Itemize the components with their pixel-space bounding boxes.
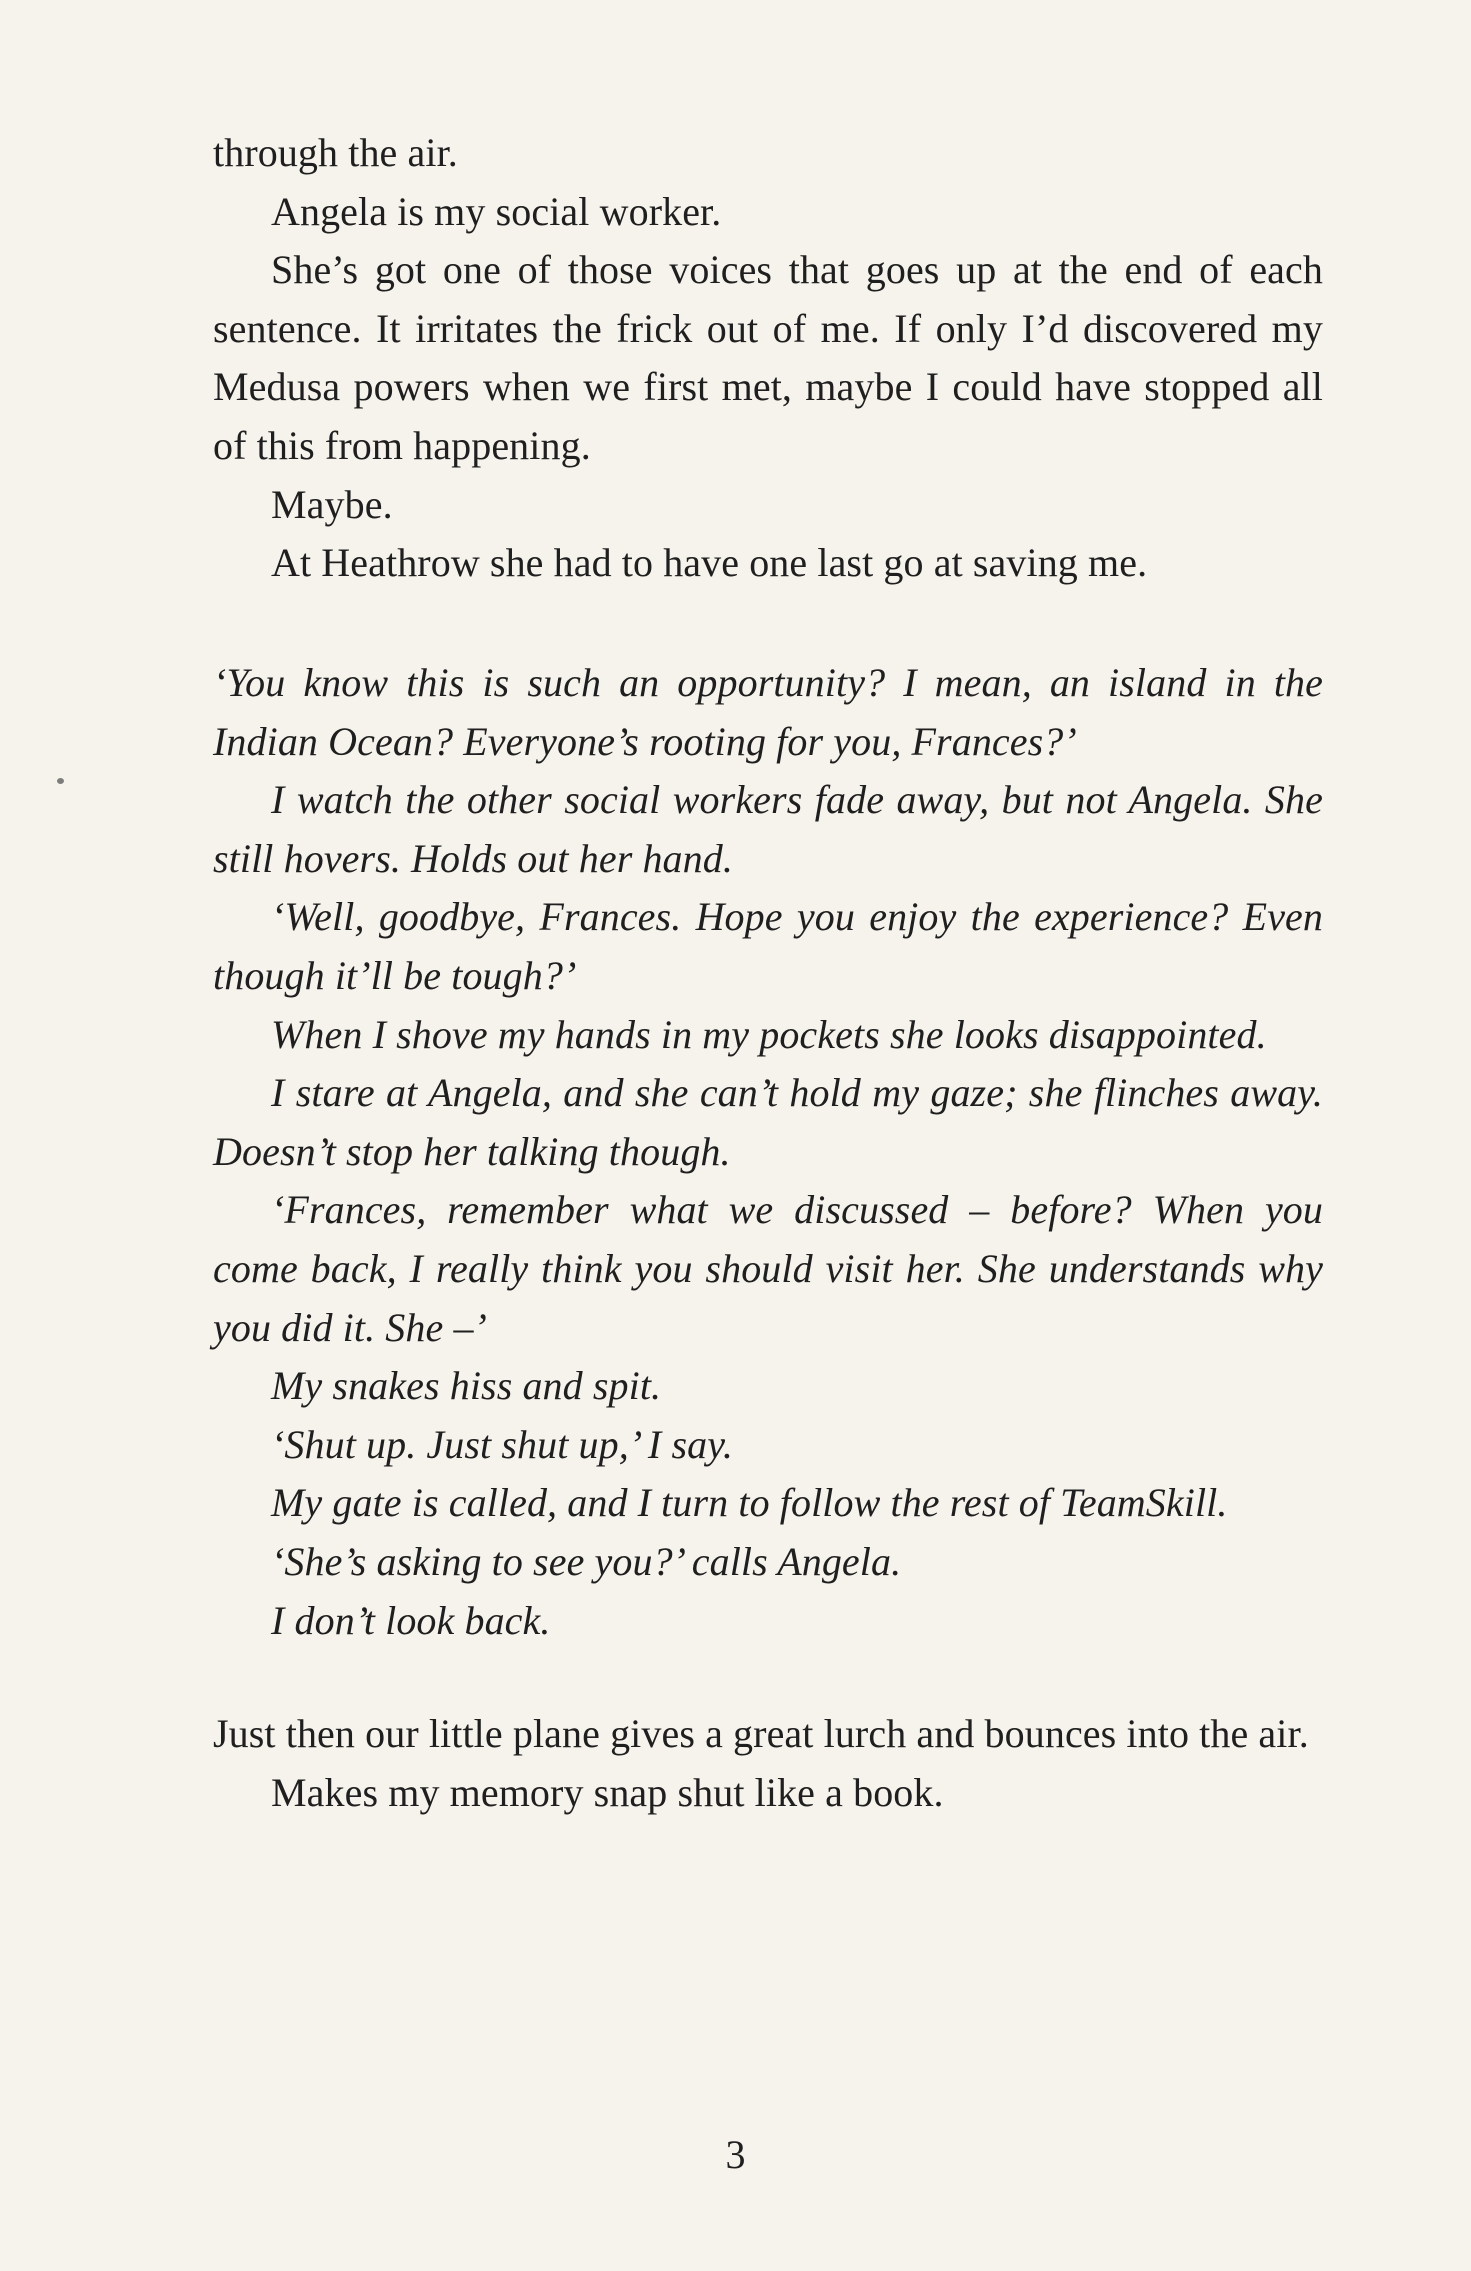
paragraph: Just then our little plane gives a great lurch and bounces into the air. bbox=[213, 1711, 1309, 1756]
narrative-block-end bbox=[213, 1705, 1323, 1822]
flashback-italic-block bbox=[213, 654, 1323, 1650]
paragraph: At Heathrow she had to have one last go at saving me. bbox=[271, 540, 1148, 586]
paragraph: My gate is called, and I turn to follow the rest of TeamSkill. bbox=[271, 1480, 1228, 1526]
narrative-block-top bbox=[213, 124, 1323, 593]
paragraph: Angela is my social worker. bbox=[271, 188, 722, 234]
paragraph: I stare at Angela, and she can’t hold my gaze; she flinches away. Doesn’t stop her talking though. bbox=[213, 1070, 1323, 1174]
paragraph: ‘Shut up. Just shut up,’ I say. bbox=[271, 1421, 733, 1467]
paragraph: She’s got one of those voices that goes up at the end of each sentence. It irritates the frick out of me. If only I’d discovered my Medusa powers when we first met, maybe I could have stopped all of this from happening. bbox=[213, 247, 1323, 468]
page-number: 3 bbox=[725, 2132, 746, 2177]
paragraph: Makes my memory snap shut like a book. bbox=[271, 1769, 944, 1815]
paragraph: through the air. bbox=[213, 130, 458, 175]
paragraph: My snakes hiss and spit. bbox=[271, 1363, 662, 1409]
paragraph: ‘Frances, remember what we discussed – before? When you come back, I really think you should visit her. She understands why you did it. She –’ bbox=[213, 1187, 1323, 1350]
paragraph: ‘Well, goodbye, Frances. Hope you enjoy the experience? Even though it’ll be tough?’ bbox=[213, 894, 1323, 998]
paragraph: ‘She’s asking to see you?’ calls Angela. bbox=[271, 1538, 902, 1584]
paragraph: ‘You know this is such an opportunity? I mean, an island in the Indian Ocean? Everyone’s rooting for you, Frances?’ bbox=[213, 660, 1323, 764]
paragraph: When I shove my hands in my pockets she looks disappointed. bbox=[271, 1011, 1267, 1057]
paragraph: Maybe. bbox=[271, 481, 393, 527]
paragraph: I watch the other social workers fade away, but not Angela. She still hovers. Holds out her hand. bbox=[213, 777, 1323, 881]
paragraph: I don’t look back. bbox=[271, 1597, 551, 1643]
scan-speck bbox=[57, 778, 64, 784]
